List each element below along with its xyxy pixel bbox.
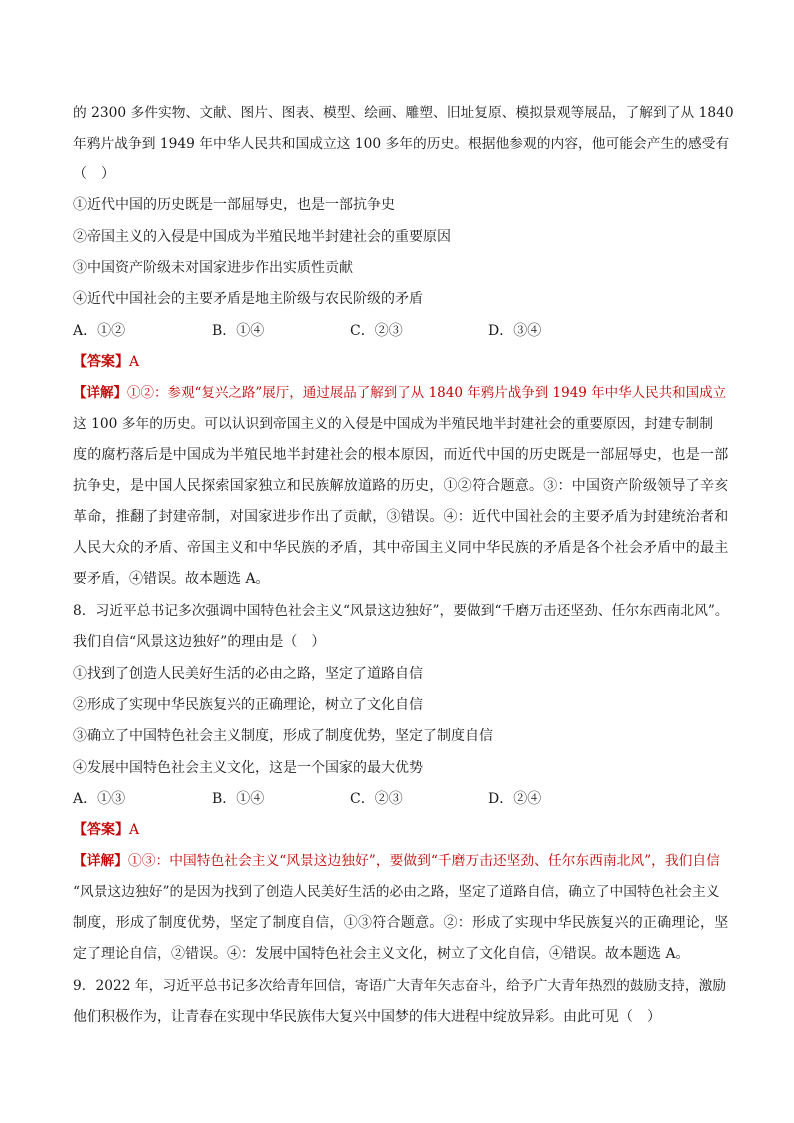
q7-stem-line: （ ）	[73, 166, 115, 182]
q8-statement: ①找到了创造人民美好生活的必由之路，坚定了道路自信	[73, 666, 423, 682]
q8-option-b: B．①④	[212, 791, 265, 807]
answer-value: A	[129, 822, 140, 838]
q8-statement: ③确立了中国特色社会主义制度，形成了制度优势，坚定了制度自信	[73, 728, 493, 744]
detail-label: 【详解】	[73, 853, 129, 869]
q7-statement: ①近代中国的历史既是一部屈辱史，也是一部抗争史	[73, 197, 395, 213]
q7-option-b: B．①④	[212, 323, 265, 339]
q8-detail-line-first	[73, 851, 733, 871]
q8-option-a: A．①③	[73, 791, 126, 807]
q7-option-d: D．③④	[488, 323, 542, 339]
q7-stem-line: 的 2300 多件实物、文献、图片、图表、模型、绘画、雕塑、旧址复原、模拟景观等展品，了解到了从 1840	[73, 105, 734, 121]
detail-label: 【详解】	[73, 385, 127, 401]
q7-option-c: C．②③	[350, 323, 403, 339]
q8-stem-line: 8．习近平总书记多次强调中国特色社会主义“风景这边独好”，要做到“千磨万击还坚劲、任尔东西南北风”。	[73, 603, 729, 619]
q7-detail-line: 度的腐朽落后是中国成为半殖民地半封建社会的根本原因，而近代中国的历史既是一部屈辱史，也是一部	[73, 447, 729, 463]
q8-detail-line: 制度，形成了制度优势，坚定了制度自信，①③符合题意。②：形成了实现中华民族复兴的正确理论，坚	[73, 915, 729, 931]
q7-answer	[73, 352, 733, 372]
answer-label: 【答案】	[73, 354, 129, 370]
q9-stem-line: 他们积极作为，让青春在实现中华民族伟大复兴中国梦的伟大进程中绽放异彩。由此可见（ ）	[73, 1009, 661, 1025]
q8-answer	[73, 820, 733, 840]
answer-label: 【答案】	[73, 822, 129, 838]
q9-stem-line: 9．2022 年，习近平总书记多次给青年回信，寄语广大青年矢志奋斗，给予广大青年热烈的鼓励支持，激励	[73, 978, 727, 994]
q7-detail-line: 抗争史，是中国人民探索国家独立和民族解放道路的历史，①②符合题意。③：中国资产阶级领导了辛亥	[73, 478, 729, 494]
q8-option-d: D．②④	[488, 791, 542, 807]
q7-option-a: A．①②	[73, 323, 126, 339]
q7-stem-line: 年鸦片战争到 1949 年中华人民共和国成立这 100 多年的历史。根据他参观的内容，他可能会产生的感受有	[73, 136, 730, 152]
q7-statement: ③中国资产阶级未对国家进步作出实质性贡献	[73, 260, 353, 276]
q8-option-c: C．②③	[350, 791, 403, 807]
q7-detail-line: 革命，推翻了封建帝制，对国家进步作出了贡献，③错误。④：近代中国社会的主要矛盾为封建统治者和	[73, 509, 729, 525]
q8-detail-line: “风景这边独好”的是因为找到了创造人民美好生活的必由之路，坚定了道路自信，确立了中国特色社会主义	[73, 884, 720, 900]
q7-detail-line: 这 100 多年的历史。可以认识到帝国主义的入侵是中国成为半殖民地半封建社会的重要原因，封建专制制	[73, 416, 713, 432]
answer-value: A	[129, 354, 140, 370]
q7-detail-line: 人民大众的矛盾、帝国主义和中华民族的矛盾，其中帝国主义同中华民族的矛盾是各个社会矛盾中的最主	[73, 540, 729, 556]
q8-statement: ②形成了实现中华民族复兴的正确理论，树立了文化自信	[73, 697, 423, 713]
q8-stem-line: 我们自信“风景这边独好”的理由是（ ）	[73, 634, 326, 650]
q7-statement: ④近代中国社会的主要矛盾是地主阶级与农民阶级的矛盾	[73, 291, 423, 307]
q8-statement: ④发展中国特色社会主义文化，这是一个国家的最大优势	[73, 760, 423, 776]
q7-detail-line: 要矛盾，④错误。故本题选 A。	[73, 571, 270, 587]
q7-detail-line-first	[73, 383, 733, 403]
q7-statement: ②帝国主义的入侵是中国成为半殖民地半封建社会的重要原因	[73, 229, 451, 245]
detail-text: ①③：中国特色社会主义“风景这边独好”，要做到“千磨万击还坚劲、任尔东西南北风”，我们自信	[128, 853, 720, 869]
q8-detail-line: 定了理论自信，②错误。④：发展中国特色社会主义文化，树立了文化自信，④错误。故本题选 A。	[73, 946, 690, 962]
detail-text: ①②：参观“复兴之路”展厅，通过展品了解到了从 1840 年鸦片战争到 1949 年中华人民共和国成立	[127, 385, 727, 401]
